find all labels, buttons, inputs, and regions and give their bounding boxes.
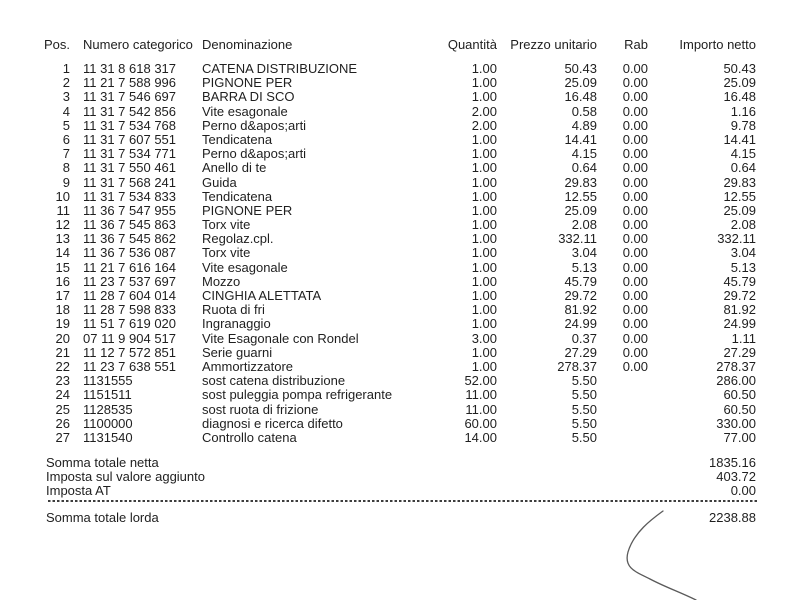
cell-importo-netto: 50.43 [723,61,756,76]
total-row-imposta-at [46,484,756,498]
cell-pos: 23 [55,373,70,389]
cell-importo-netto: 77.00 [723,429,756,445]
cell-quantita: 1.00 [471,174,497,190]
cell-denominazione: Mozzo [202,273,241,289]
cell-rab: 0.00 [622,316,648,332]
cell-prezzo-unitario: 332.11 [558,231,597,247]
cell-pos: 21 [55,344,70,360]
cell-numero: 1131555 [83,373,133,389]
cell-quantita: 1.00 [471,259,497,275]
cell-numero: 11 36 7 547 955 [83,202,177,218]
cell-importo-netto: 330.00 [716,415,756,431]
cell-prezzo-unitario: 5.50 [571,429,597,445]
cell-numero: 1131540 [83,429,133,445]
cell-rab: 0.00 [622,131,648,147]
cell-prezzo-unitario: 278.37 [557,358,597,374]
table-row [44,218,756,232]
cell-prezzo-unitario: 16.48 [564,89,597,105]
table-row [44,76,756,90]
total-label: Somma totale netta [46,455,159,470]
cell-quantita: 3.00 [471,330,497,346]
cell-pos: 24 [55,387,70,403]
cell-rab: 0.00 [622,273,648,289]
table-row [44,332,756,346]
col-header-quantita: Quantità [447,37,497,52]
table-row [44,204,756,218]
cell-denominazione: Vite Esagonale con Rondel [202,330,359,346]
cell-rab: 0.00 [622,146,648,162]
cell-pos: 1 [62,61,70,76]
cell-rab: 0.00 [622,188,648,204]
cell-quantita: 1.00 [471,188,497,204]
cell-numero: 11 51 7 619 020 [83,316,177,332]
cell-numero: 11 31 8 618 317 [83,61,177,76]
cell-prezzo-unitario: 24.99 [564,316,597,332]
cell-pos: 22 [55,358,70,374]
grand-total-label: Somma totale lorda [46,510,159,525]
cell-denominazione: Torx vite [202,217,251,233]
cell-numero: 11 31 7 607 551 [83,131,177,147]
cell-pos: 12 [55,217,70,233]
cell-importo-netto: 16.48 [723,89,756,105]
cell-numero: 11 31 7 534 771 [83,146,177,162]
cell-importo-netto: 1.11 [731,330,756,346]
cell-prezzo-unitario: 0.37 [571,330,597,346]
cell-numero: 11 31 7 534 833 [83,188,177,204]
cell-rab: 0.00 [622,89,648,105]
cell-importo-netto: 0.64 [730,160,756,176]
total-value: 1835.16 [709,455,756,470]
cell-quantita: 1.00 [471,131,497,147]
cell-prezzo-unitario: 5.50 [571,373,597,389]
cell-denominazione: diagnosi e ricerca difetto [202,415,343,431]
cell-quantita: 1.00 [471,302,497,318]
cell-prezzo-unitario: 5.50 [571,401,597,417]
cell-pos: 15 [55,259,70,275]
cell-numero: 11 31 7 568 241 [83,174,177,190]
cell-importo-netto: 29.72 [723,288,756,303]
cell-rab: 0.00 [622,202,648,218]
cell-prezzo-unitario: 25.09 [564,202,597,218]
table-row [44,62,756,76]
cell-rab: 0.00 [622,245,648,261]
cell-denominazione: PIGNONE PER [202,202,293,218]
col-header-rab: Rab [624,37,648,52]
cell-pos: 7 [62,146,70,162]
cell-prezzo-unitario: 27.29 [564,344,597,360]
table-row [44,133,756,147]
table-row [44,246,756,260]
cell-importo-netto: 25.09 [723,202,756,218]
cell-rab [597,374,648,388]
cell-quantita: 1.00 [471,217,497,233]
table-row [44,417,756,431]
cell-prezzo-unitario: 5.13 [571,259,597,275]
cell-denominazione: Anello di te [202,160,267,176]
table-row [44,275,756,289]
cell-quantita: 60.00 [464,415,497,431]
cell-pos: 9 [62,174,70,190]
cell-rab: 0.00 [622,117,648,133]
cell-quantita: 1.00 [471,75,497,91]
cell-prezzo-unitario: 3.04 [571,245,597,261]
cell-denominazione: Vite esagonale [202,259,288,275]
table-row [44,190,756,204]
cell-prezzo-unitario: 29.72 [564,288,597,303]
cell-denominazione: Tendicatena [202,188,273,204]
cell-quantita: 2.00 [471,103,497,119]
cell-prezzo-unitario: 5.50 [571,415,597,431]
cell-numero: 11 31 7 534 768 [83,117,177,133]
cell-importo-netto: 60.50 [723,387,756,403]
cell-prezzo-unitario: 14.41 [564,131,597,147]
table-row [44,161,756,175]
signature-squiggle [600,502,720,600]
table-row [44,374,756,388]
cell-numero: 11 23 7 537 697 [83,273,177,289]
cell-prezzo-unitario: 12.55 [564,188,597,204]
cell-quantita: 1.00 [471,146,497,162]
cell-denominazione: Ingranaggio [202,316,271,332]
table-row [44,431,756,445]
table-row [44,346,756,360]
cell-rab: 0.00 [622,217,648,233]
cell-quantita: 1.00 [471,245,497,261]
cell-denominazione: Regolaz.cpl. [202,231,274,247]
col-header-numero: Numero categorico [83,37,193,52]
cell-importo-netto: 27.29 [723,344,756,360]
cell-denominazione: sost puleggia pompa refrigerante [202,387,393,403]
cell-numero: 1100000 [83,415,133,431]
cell-denominazione: Ammortizzatore [202,358,294,374]
cell-pos: 5 [62,117,70,133]
cell-quantita: 1.00 [471,160,497,176]
cell-rab: 0.00 [622,61,648,76]
cell-rab: 0.00 [622,259,648,275]
cell-prezzo-unitario: 29.83 [564,174,597,190]
col-header-importo-netto: Importo netto [679,37,756,52]
cell-pos: 11 [56,202,70,218]
cell-importo-netto: 2.08 [730,217,756,233]
cell-quantita: 1.00 [471,288,497,303]
cell-rab: 0.00 [622,174,648,190]
cell-importo-netto: 1.16 [730,103,756,119]
cell-quantita: 1.00 [471,231,497,247]
total-value: 403.72 [716,469,756,484]
cell-numero: 11 28 7 598 833 [83,302,177,318]
cell-denominazione: Torx vite [202,245,251,261]
cell-importo-netto: 29.83 [723,174,756,190]
cell-quantita: 11.00 [465,401,497,417]
cell-pos: 27 [55,429,70,445]
cell-pos: 16 [55,273,70,289]
cell-pos: 13 [55,231,70,247]
cell-numero: 1128535 [83,401,133,417]
cell-numero: 11 12 7 572 851 [83,344,177,360]
cell-prezzo-unitario: 45.79 [564,273,597,289]
cell-pos: 26 [55,415,70,431]
table-row [44,232,756,246]
cell-pos: 25 [55,401,70,417]
cell-rab: 0.00 [622,160,648,176]
cell-prezzo-unitario: 81.92 [564,302,597,318]
cell-rab [597,431,648,445]
cell-quantita: 1.00 [471,61,497,76]
cell-prezzo-unitario: 50.43 [564,61,597,76]
cell-pos: 18 [55,302,70,318]
total-value: 0.00 [730,483,756,498]
cell-denominazione: Vite esagonale [202,103,288,119]
cell-denominazione: Serie guarni [202,344,273,360]
cell-numero: 11 31 7 546 697 [83,89,177,105]
cell-pos: 2 [62,75,70,91]
cell-denominazione: Guida [202,174,237,190]
cell-rab: 0.00 [622,75,648,91]
cell-numero: 1151511 [83,387,132,403]
cell-rab: 0.00 [622,231,648,247]
total-label: Imposta sul valore aggiunto [46,469,205,484]
cell-quantita: 1.00 [471,358,497,374]
cell-numero: 11 21 7 588 996 [83,75,177,91]
cell-quantita: 11.00 [465,387,497,403]
cell-importo-netto: 278.37 [716,358,756,374]
cell-denominazione: Perno d&apos;arti [202,146,307,162]
cell-prezzo-unitario: 4.15 [571,146,597,162]
table-row [44,119,756,133]
cell-quantita: 1.00 [471,273,497,289]
cell-rab: 0.00 [622,288,648,303]
cell-importo-netto: 24.99 [723,316,756,332]
table-row [44,90,756,104]
cell-rab [597,388,648,402]
cell-importo-netto: 60.50 [723,401,756,417]
cell-rab [597,417,648,431]
cell-importo-netto: 3.04 [730,245,756,261]
cell-prezzo-unitario: 4.89 [571,117,597,133]
cell-quantita: 14.00 [464,429,497,445]
cell-denominazione: sost ruota di frizione [202,401,319,417]
table-row [44,147,756,161]
table-row [44,105,756,119]
cell-numero: 11 36 7 545 863 [83,217,177,233]
cell-pos: 17 [55,288,70,303]
cell-rab: 0.00 [622,358,648,374]
cell-pos: 14 [55,245,70,261]
total-row-iva [46,470,756,484]
table-row [44,403,756,417]
cell-importo-netto: 81.92 [723,302,756,318]
cell-importo-netto: 286.00 [716,373,756,389]
cell-importo-netto: 12.55 [723,188,756,204]
table-row [44,176,756,190]
cell-pos: 6 [62,131,70,147]
totals-section [46,456,756,498]
cell-numero: 11 31 7 542 856 [83,103,177,119]
table-header-row [44,38,756,52]
total-label: Imposta AT [46,483,111,498]
cell-rab: 0.00 [622,302,648,318]
cell-prezzo-unitario: 25.09 [564,75,597,91]
cell-importo-netto: 9.78 [730,117,756,133]
cell-importo-netto: 4.15 [730,146,756,162]
cell-denominazione: CATENA DISTRIBUZIONE [202,61,358,76]
cell-importo-netto: 332.11 [717,231,756,247]
cell-denominazione: BARRA DI SCO [202,89,295,105]
cell-prezzo-unitario: 2.08 [571,217,597,233]
cell-importo-netto: 25.09 [723,75,756,91]
col-header-pos: Pos. [44,37,71,52]
cell-pos: 19 [55,316,70,332]
cell-numero: 11 23 7 638 551 [83,358,177,374]
table-row [44,289,756,303]
cell-quantita: 1.00 [471,344,497,360]
cell-prezzo-unitario: 0.64 [571,160,597,176]
cell-rab: 0.00 [622,330,648,346]
cell-importo-netto: 45.79 [723,273,756,289]
table-row [44,303,756,317]
table-row [44,360,756,374]
cell-denominazione: Controllo catena [202,429,297,445]
cell-prezzo-unitario: 5.50 [571,387,597,403]
col-header-prezzo-unitario: Prezzo unitario [510,37,597,52]
cell-numero: 07 11 9 904 517 [83,330,177,346]
grand-total-value: 2238.88 [709,510,756,525]
table-row [44,317,756,331]
cell-numero: 11 31 7 550 461 [83,160,177,176]
cell-numero: 11 28 7 604 014 [83,288,177,303]
cell-quantita: 52.00 [464,373,497,389]
cell-quantita: 1.00 [471,316,497,332]
table-row [44,261,756,275]
cell-denominazione: CINGHIA ALETTATA [202,288,322,303]
cell-quantita: 2.00 [471,117,497,133]
cell-pos: 8 [62,160,70,176]
cell-denominazione: PIGNONE PER [202,75,293,91]
cell-prezzo-unitario: 0.58 [571,103,597,119]
cell-denominazione: sost catena distribuzione [202,373,346,389]
cell-numero: 11 21 7 616 164 [83,259,177,275]
cell-rab: 0.00 [622,344,648,360]
cell-quantita: 1.00 [471,202,497,218]
cell-pos: 20 [55,330,70,346]
cell-rab: 0.00 [622,103,648,119]
table-body [44,62,756,445]
cell-rab [597,403,648,417]
cell-pos: 4 [62,103,70,119]
cell-pos: 3 [62,89,70,105]
cell-numero: 11 36 7 536 087 [83,245,177,261]
cell-denominazione: Tendicatena [202,131,273,147]
cell-denominazione: Perno d&apos;arti [202,117,307,133]
cell-quantita: 1.00 [471,89,497,105]
line-items-table [44,38,756,445]
cell-numero: 11 36 7 545 862 [83,231,177,247]
cell-importo-netto: 5.13 [730,259,756,275]
table-row [44,388,756,402]
total-row-netta [46,456,756,470]
cell-pos: 10 [55,188,70,204]
cell-denominazione: Ruota di fri [202,302,265,318]
col-header-denominazione: Denominazione [202,37,293,52]
cell-importo-netto: 14.41 [723,131,756,147]
